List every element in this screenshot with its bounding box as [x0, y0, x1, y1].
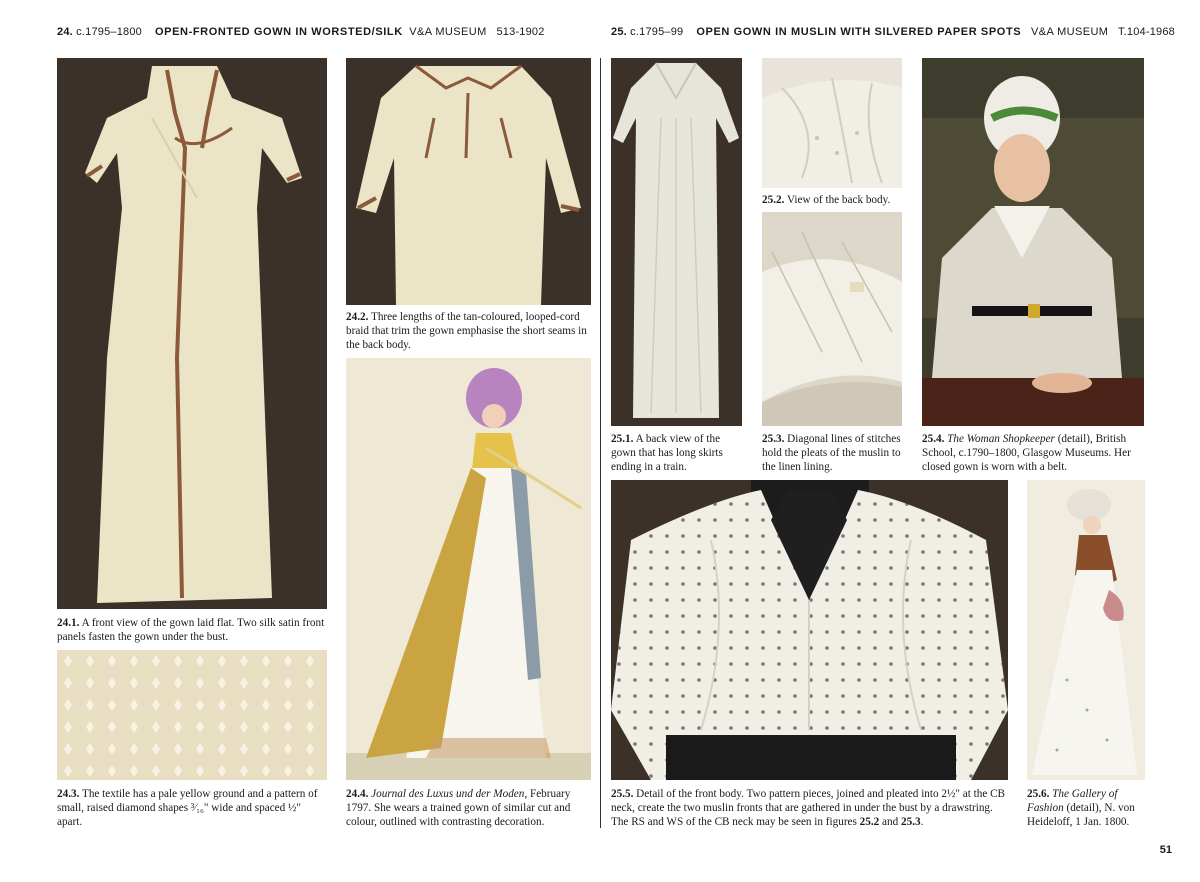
photo-25-1-back-view	[611, 58, 742, 426]
caption-24-1	[57, 616, 327, 644]
photo-25-3-stitches	[762, 212, 902, 426]
caption-text: A front view of the gown laid flat. Two silk satin front panels fasten the gown under the bust.	[57, 617, 325, 643]
caption-25-3	[762, 432, 907, 474]
figure-date: c.1795–99	[630, 26, 684, 38]
figure-title: OPEN GOWN IN MUSLIN WITH SILVERED PAPER SPOTS	[696, 26, 1022, 38]
figure-ref-25-2: 25.2	[859, 816, 880, 828]
caption-text: (detail), British School, c.1790–1800, Glasgow Museums. Her closed gown is worn with a belt.	[922, 433, 1131, 473]
photo-25-2-back-body	[762, 58, 902, 188]
caption-number: 25.6.	[1027, 788, 1050, 800]
figure-date: c.1795–1800	[76, 26, 142, 38]
museum-ref: 513-1902	[496, 26, 545, 38]
caption-number: 24.4.	[346, 788, 369, 800]
caption-text: A back view of the gown that has long skirts ending in a train.	[611, 433, 723, 473]
caption-italic-title: The Gallery of Fashion	[1027, 788, 1118, 814]
caption-text: .	[920, 816, 924, 828]
caption-text: Diagonal lines of stitches hold the pleats of the muslin to the linen lining.	[762, 433, 901, 473]
photo-24-2-back-body	[346, 58, 591, 305]
caption-italic-title: Journal des Luxus und der Moden	[371, 788, 525, 800]
header-figure-25	[611, 26, 1175, 42]
caption-text: Three lengths of the tan-coloured, looped-cord braid that trim the gown emphasise the short seams in the back body.	[346, 311, 587, 351]
museum-ref: T.104-1968	[1117, 26, 1175, 38]
museum-name: V&A MUSEUM	[1031, 26, 1109, 38]
figure-ref-25-3: 25.3	[901, 816, 921, 828]
caption-number: 25.4.	[922, 433, 945, 445]
caption-number: 24.1.	[57, 617, 80, 629]
caption-number: 25.2.	[762, 194, 785, 206]
caption-number: 24.3.	[57, 788, 80, 800]
caption-italic-title: The Woman Shopkeeper	[947, 433, 1055, 445]
caption-text: , February 1797. She wears a trained gown of similar cut and colour, outlined with contrasting decoration.	[346, 788, 571, 828]
caption-text: View of the back body.	[786, 194, 891, 206]
caption-text: and	[879, 816, 901, 828]
caption-24-2	[346, 310, 591, 352]
figure-number: 25.	[611, 26, 627, 38]
caption-25-5	[611, 787, 1011, 829]
header-figure-24	[57, 26, 545, 42]
caption-number: 25.5.	[611, 788, 634, 800]
museum-name: V&A MUSEUM	[409, 26, 487, 38]
caption-number: 24.2.	[346, 311, 369, 323]
photo-25-4-painting	[922, 58, 1144, 426]
caption-25-1	[611, 432, 746, 474]
caption-25-2	[762, 193, 902, 207]
caption-text: (detail), N. von Heideloff, 1 Jan. 1800.	[1027, 802, 1135, 828]
caption-24-3	[57, 787, 327, 829]
caption-text: The textile has a pale yellow ground and a pattern of small, raised diamond shapes ³⁄₁₆" wide and spaced ½" apart.	[57, 788, 318, 828]
page-number: 51	[1159, 844, 1172, 856]
caption-24-4	[346, 787, 591, 829]
column-divider	[600, 58, 601, 828]
caption-25-4	[922, 432, 1147, 474]
photo-24-4-fashion-plate	[346, 358, 591, 780]
caption-number: 25.1.	[611, 433, 634, 445]
caption-number: 25.3.	[762, 433, 785, 445]
caption-text: Detail of the front body. Two pattern pieces, joined and pleated into 2½" at the CB neck, create the two muslin fronts that are gathered in under the bust by a drawstring. The RS and WS of the CB neck may be seen in figures	[611, 788, 1006, 828]
photo-24-3-textile-detail	[57, 650, 327, 780]
photo-25-5-front-body	[611, 480, 1008, 780]
photo-25-6-fashion-plate	[1027, 480, 1145, 780]
caption-25-6	[1027, 787, 1147, 829]
figure-number: 24.	[57, 26, 73, 38]
figure-title: OPEN-FRONTED GOWN IN WORSTED/SILK	[155, 26, 403, 38]
photo-24-1-gown-front	[57, 58, 327, 609]
